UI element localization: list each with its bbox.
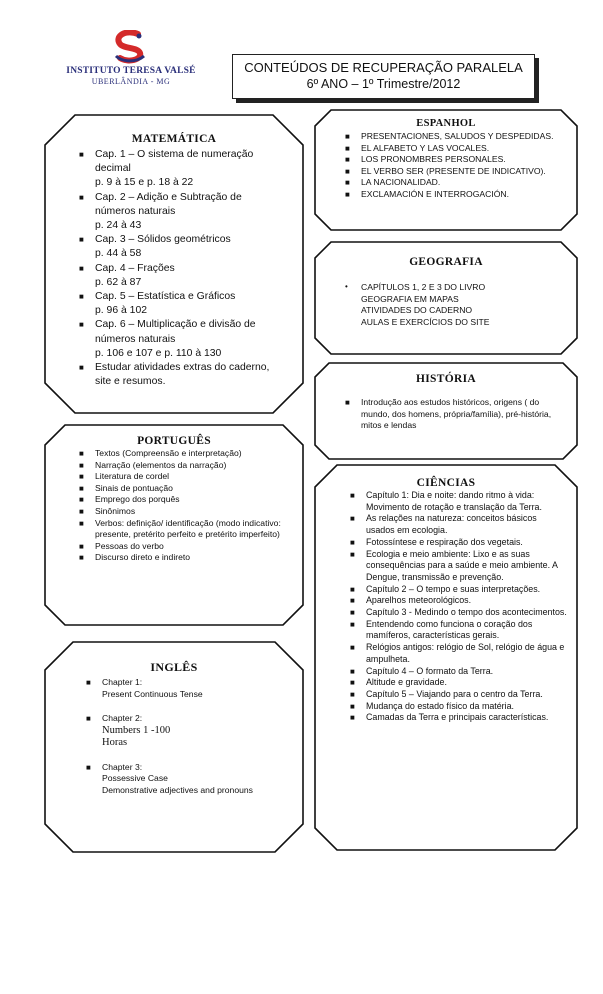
- portugues-box: [45, 425, 303, 625]
- list-item: ■ Chapter 1: Present Continuous Tense: [86, 677, 203, 699]
- school-name: INSTITUTO TERESA VALSÉ: [66, 66, 196, 76]
- historia-list: [345, 397, 555, 432]
- list-item: ■ EL ALFABETO Y LAS VOCALES.: [345, 142, 490, 153]
- list-item: ■ Aparelhos meteorológicos.: [350, 595, 472, 606]
- list-item: ■ Capítulo 1: Dia e noite: dando ritmo à vida: Movimento de rotação e translação da Terra.: [350, 490, 542, 512]
- list-item: ■ Estudar atividades extras do caderno, site e resumos.: [79, 362, 270, 388]
- list-item: ■ Capítulo 2 – O tempo e suas interpretações.: [350, 583, 541, 594]
- list-item: ■ Literatura de cordel: [79, 471, 170, 482]
- ciencias-box: [315, 465, 577, 850]
- ciencias-heading: CIÊNCIAS: [416, 477, 476, 489]
- school-city: UBERLÂNDIA - MG: [91, 77, 171, 86]
- geografia-line: AULAS E EXERCÍCIOS DO SITE: [361, 316, 490, 327]
- school-logo: [66, 30, 196, 100]
- list-item: ■ LA NACIONALIDAD.: [345, 177, 441, 188]
- geografia-line: ATIVIDADES DO CADERNO: [361, 305, 473, 316]
- list-item: ■ Cap. 2 – Adição e Subtração de números naturais p. 24 à 43: [79, 191, 242, 232]
- list-item: ■ Camadas da Terra e principais características.: [350, 712, 549, 723]
- portugues-list: [79, 448, 289, 564]
- ingles-heading: INGLÊS: [150, 660, 198, 674]
- ciencias-list: [350, 490, 567, 724]
- list-item: ■ As relações na natureza: conceitos básicos usados em ecologia.: [350, 513, 537, 536]
- geografia-box: [315, 242, 577, 354]
- historia-box: [315, 363, 577, 459]
- list-item: ■ Cap. 5 – Estatística e Gráficos p. 96 à 102: [79, 291, 236, 317]
- list-item: ■ Chapter 2: Numbers 1 -100 Horas: [86, 713, 171, 748]
- list-item: ■ Relógios antigos: relógio de Sol, relógio de água e ampulheta.: [350, 642, 565, 664]
- list-item: ■ Verbos: definição/ identificação (modo indicativo: presente, pretérito perfeito e pretérito imperfeito): [79, 517, 281, 540]
- list-item: ■ Introdução aos estudos históricos, origens ( do mundo, dos homens, própria/família), pré-história, mitos e lendas: [345, 397, 552, 431]
- ingles-box: [45, 642, 303, 852]
- list-gap: [102, 700, 297, 713]
- list-item: ■ Mudança do estado físico da matéria.: [350, 700, 515, 711]
- list-item: ■ Cap. 4 – Frações p. 62 à 87: [79, 262, 175, 288]
- geografia-heading: GEOGRAFIA: [409, 256, 483, 268]
- geografia-line: GEOGRAFIA EM MAPAS: [361, 293, 459, 304]
- list-gap: [102, 749, 297, 762]
- school-emblem-icon: [108, 30, 154, 64]
- list-item: ■ Altitude e gravidade.: [350, 677, 447, 688]
- matematica-list: [79, 148, 281, 389]
- list-item: ■ Emprego dos porquês: [79, 494, 180, 505]
- title-line-1: CONTEÚDOS DE RECUPERAÇÃO PARALELA: [244, 60, 523, 75]
- list-item: ■ LOS PRONOMBRES PERSONALES.: [345, 154, 506, 165]
- list-item: ■ PRESENTACIONES, SALUDOS Y DESPEDIDAS.: [345, 131, 554, 141]
- list-item: ■ EXCLAMACIÓN E INTERROGACIÓN.: [345, 188, 510, 199]
- list-item: ■ EL VERBO SER (PRESENTE DE INDICATIVO).: [345, 165, 546, 176]
- ingles-list: [86, 677, 297, 797]
- list-item: ■ Narração (elementos da narração): [79, 459, 227, 470]
- list-item: ■ Capítulo 4 – O formato da Terra.: [350, 665, 494, 676]
- espanhol-heading: ESPANHOL: [416, 118, 476, 129]
- list-item: ■ Pessoas do verbo: [79, 540, 164, 551]
- list-item: ■ Capítulo 5 – Viajando para o centro da Terra.: [350, 688, 543, 699]
- espanhol-list: [345, 131, 571, 201]
- matematica-box: [45, 115, 303, 413]
- title-box: [232, 54, 535, 99]
- list-item: ■ Cap. 6 – Multiplicação e divisão de números naturais p. 106 e 107 e p. 110 à 130: [79, 319, 256, 359]
- list-item: ■ Ecologia e meio ambiente: Lixo e as suas consequências para a saúde e meio ambiente. A Dengue, transmissão e prevenção.: [350, 548, 558, 582]
- list-item: ■ Discurso direto e indireto: [79, 552, 191, 563]
- matematica-heading: MATEMÁTICA: [131, 133, 217, 145]
- list-item: ■ Capítulo 3 - Medindo o tempo dos acontecimentos.: [350, 607, 567, 618]
- geografia-list: • CAPÍTULOS 1, 2 E 3 DO LIVRO GEOGRAFIA EM MAPAS ATIVIDADES DO CADERNO AULAS E EXERCÍCIOS DO SITE: [361, 282, 577, 328]
- title-line-2: 6º ANO – 1º Trimestre/2012: [306, 77, 461, 91]
- list-item: ■ Sinais de pontuação: [79, 482, 173, 493]
- list-item: ■ Entendendo como funciona o coração dos mamíferos, características gerais.: [350, 618, 533, 641]
- list-item: ■ Cap. 3 – Sólidos geométricos p. 44 à 58: [79, 234, 231, 260]
- list-item: ■ Chapter 3: Possessive Case Demonstrative adjectives and pronouns: [86, 761, 253, 795]
- list-item: ■ Textos (Compreensão e interpretação): [79, 448, 242, 458]
- portugues-heading: PORTUGUÊS: [137, 435, 211, 447]
- list-item: ■ Cap. 1 – O sistema de numeração decimal p. 9 à 15 e p. 18 à 22: [79, 149, 254, 189]
- geografia-line: CAPÍTULOS 1, 2 E 3 DO LIVRO: [361, 282, 486, 292]
- list-item: ■ Sinônimos: [79, 505, 136, 516]
- espanhol-box: [315, 110, 577, 230]
- historia-heading: HISTÓRIA: [416, 373, 476, 385]
- list-item: ■ Fotossíntese e respiração dos vegetais.: [350, 536, 523, 547]
